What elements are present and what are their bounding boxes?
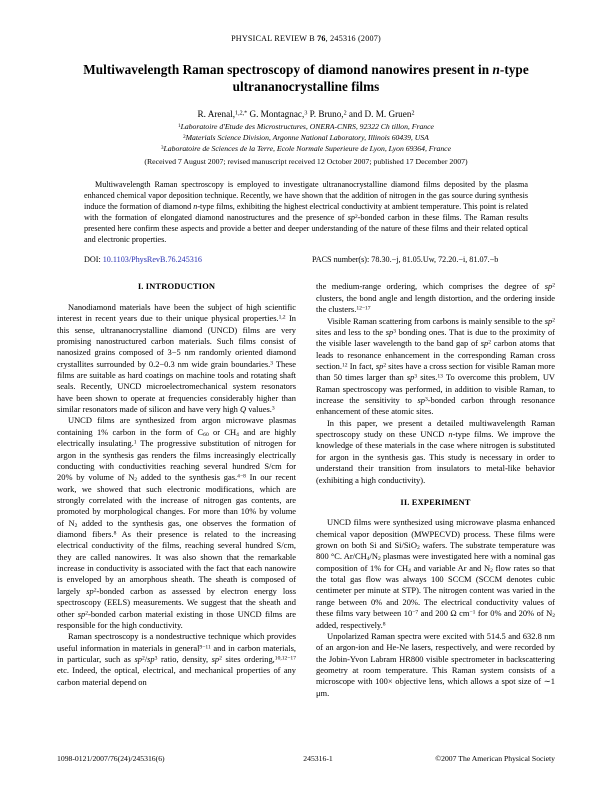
author-affil-marker-1: 1,2,* (235, 110, 248, 117)
text-run: -bonded carbon material existing in those UNCD films are responsible for the high conductivity. (57, 608, 297, 630)
doi-pacs-row (84, 255, 528, 264)
citation-ref[interactable]: 12 (342, 362, 348, 369)
journal-header (57, 34, 555, 43)
citation-ref[interactable]: 10,12−17 (274, 655, 296, 662)
title-line1-italic: n (492, 62, 500, 77)
subscript-run: 2 (134, 477, 138, 484)
text-run: In this paper, we present a detailed multiwavelength Raman spectroscopy study on these UNCD (316, 417, 555, 440)
text-run: As their presence is related to the increasing electrical conductivity of the films, reaching several hundred S/cm, they are called nanowires. It was also shown that the remarkable increase in conductivity is associated with the fact that each nanowire is enveloped by an amorphous sheath. The sheath is composed of largely (57, 529, 296, 596)
text-run: ratio, density, (157, 654, 212, 664)
text-run: added to the synthesis gas, one observes the formation of diamond fibers. (57, 517, 296, 540)
italic-run: sp (211, 654, 220, 664)
text-run: wafers. The substrate temperature was 800 °C. Ar/CH (316, 540, 556, 562)
abstract-part-c: -bonded carbon in these films. The Raman results presented here confirm these aspects and provide a better and deeper understanding of the nature of these films and their related optical and electronic properties. (84, 213, 528, 245)
citation-ref[interactable]: 3 (271, 405, 275, 412)
text-run: and 200 Ω cm (418, 608, 470, 619)
abstract-sup-2: 2 (355, 214, 358, 221)
superscript-run: −7 (412, 609, 419, 616)
text-run: / (144, 654, 148, 664)
text-run: and variable Ar and N (410, 562, 491, 573)
text-run: -bonded carbon as assessed by electron energy loss spectroscopy (EELS) measurements. We suggest that the sheath and other (57, 585, 296, 619)
citation-ref[interactable]: 8 (113, 530, 117, 537)
affiliation-marker-2: 2 (183, 133, 186, 140)
paragraph-intro-1 (57, 302, 296, 416)
superscript-run: 2 (552, 283, 555, 290)
text-run: values. (246, 404, 272, 415)
section-heading-experiment: II. EXPERIMENT (400, 496, 471, 507)
citation-ref[interactable]: 3 (270, 360, 274, 367)
text-run: etc. Indeed, the optical, electrical, and mechanical properties of any carbon material depend on (57, 665, 296, 687)
text-run: Nanodiamond materials have been the subject of high scientific interest in recent years due to their unique physical properties. (57, 301, 296, 324)
abstract-part-a: Multiwavelength Raman spectroscopy is employed to investigate ultrananocrystalline diamond films deposited by the plasma enhanced chemical vapor deposition technique. Recently, we have shown that the addition of nitrogen in the gas source during synthesis induce the formation of diamond (84, 180, 528, 212)
subscript-run: 4 (236, 432, 239, 439)
title-line1-pre: Multiwavelength Raman spectroscopy of diamond nanowires present in (83, 62, 493, 77)
text-run: carbon atoms that leads to resonance enhancement in the corresponding Raman cross section. (316, 338, 556, 371)
page-footer (57, 754, 555, 763)
text-run: These films are suitable as hard coatings on machine tools and rotating shaft seals. Recently, UNCD microelectromechanical system resonators have been shown to operate at frequencies considerably higher than similar resonators made of silicon and have very high (57, 358, 296, 415)
subscript-run: 2 (490, 567, 493, 574)
italic-run: sp (385, 326, 394, 337)
superscript-run: 3 (414, 373, 418, 380)
text-run: added to the synthesis gas. (137, 472, 238, 483)
italic-run: sp (375, 360, 384, 371)
superscript-run: 2 (383, 362, 387, 369)
citation-ref[interactable]: 4−8 (237, 473, 246, 480)
journal-name: PHYSICAL REVIEW B (231, 34, 315, 43)
superscript-run: 3 (154, 655, 158, 662)
text-run: the medium-range ordering, which comprises the degree of (316, 281, 545, 292)
citation-ref[interactable]: 13 (437, 373, 443, 380)
abstract-italic-n: n (193, 202, 198, 212)
text-run: and are highly electrically insulating. (57, 426, 297, 449)
text-run: and in carbon materials, in particular, such as (57, 642, 296, 664)
italic-run: sp (77, 608, 86, 619)
abstract-italic-sp: sp (347, 213, 355, 223)
italic-run: sp (86, 585, 94, 596)
abstract-part-b: -type films, exhibiting the highest electrical conductivity at ambient temperature. This point is related with the formation of elongated diamond nanostructures and the presence of (84, 202, 528, 223)
affiliation-text-1: Laboratoire d'Etude des Microstructures, ONERA-CNRS, 92322 Ch tillon, France (180, 121, 434, 131)
italic-run: sp (544, 281, 553, 292)
subscript-run: 2 (552, 613, 555, 620)
affiliation-1 (57, 122, 555, 133)
affiliation-marker-3: 3 (160, 144, 164, 151)
text-run: The progressive substitution of nitrogen for argon in the synthesis gas renders the films increasingly electrically conducting with conductivities reaching several hundred S/cm for 20% by volume of N (57, 438, 296, 483)
text-run: In fact, (347, 360, 376, 371)
text-run: or CH (208, 426, 237, 437)
italic-run: Q (240, 404, 247, 415)
affiliation-text-2: Materials Science Division, Argonne National Laboratory, Illinois 60439, USA (185, 132, 429, 142)
text-run: clusters, the bond angle and length distortion, and the ordering inside the clusters. (316, 292, 555, 315)
text-run: flow rates so that the total gas flow was always 100 SCCM (SCCM denotes cubic centimeter per minute at STP). The nitrogen content was varied in the range between 0% and 20%. The electrical conductivity values of these films vary between 10 (316, 562, 555, 619)
journal-article-number: 245316 (330, 34, 356, 43)
italic-run: sp (147, 654, 155, 664)
superscript-run: 2 (85, 610, 89, 617)
text-run: /N (369, 551, 378, 562)
superscript-run: 2 (552, 317, 555, 324)
page-title (63, 61, 549, 96)
received-dates: (Received 7 August 2007; revised manuscript received 12 October 2007; published 17 December 2007) (144, 157, 468, 167)
superscript-run: 2 (93, 587, 97, 594)
text-run: Raman spectroscopy is a nondestructive technique which provides useful information in materials in general (57, 631, 296, 653)
paragraph-experiment-2 (316, 631, 555, 699)
doi-link[interactable]: 10.1103/PhysRevB.76.245316 (102, 255, 202, 265)
affiliation-2 (57, 133, 555, 144)
subscript-run: 2 (74, 522, 78, 529)
text-run: sites ordering, (221, 654, 275, 664)
citation-ref[interactable]: 1 (133, 439, 137, 446)
title-line2: ultrananocrystalline films (232, 79, 380, 95)
text-run: -bonded carbon through resonance enhancement of these atomic sites. (316, 395, 555, 417)
subscript-run: 2 (377, 556, 381, 563)
italic-run: sp (406, 372, 415, 383)
superscript-run: 3 (393, 328, 397, 335)
text-run: for 0% and 20% of N (475, 608, 553, 619)
paragraph-right-1 (316, 281, 555, 315)
footer-page-number: 245316-1 (303, 754, 333, 763)
author-name-2: G. Montagnac, (247, 108, 305, 119)
citation-ref[interactable]: 1,2 (278, 314, 286, 321)
column-left (57, 281, 296, 751)
text-run: bonding ones. That is due to the proximity of the visible laser wavelength to the band gap of (316, 326, 555, 349)
paragraph-right-2 (316, 316, 555, 418)
pacs-value: 78.30.−j, 81.05.Uw, 72.20.−i, 81.07.−b (371, 255, 499, 265)
italic-run: sp (134, 654, 142, 664)
footer-issn-line: 1098-0121/2007/76(24)/245316(6) (57, 754, 165, 763)
subscript-run: 60 (203, 432, 209, 439)
section-heading-introduction: I. INTRODUCTION (137, 281, 216, 292)
text-run: UNCD films are synthesized from argon microwave plasmas containing 1% carbon in the form of C (57, 415, 296, 437)
superscript-run: 2 (219, 655, 222, 662)
journal-comma: , (325, 34, 331, 43)
superscript-run: 2 (488, 339, 492, 346)
italic-run: n (448, 429, 453, 440)
paragraph-experiment-1 (316, 517, 555, 631)
superscript-run: 3 (424, 396, 428, 403)
citation-ref[interactable]: 12−17 (356, 305, 371, 312)
paragraph-intro-3 (57, 631, 296, 688)
journal-volume: 76 (317, 34, 326, 43)
italic-run: sp (417, 395, 425, 406)
subscript-run: 4 (408, 567, 411, 574)
text-run: sites. (417, 372, 438, 383)
text-run: added, respectively. (316, 619, 383, 630)
author-affil-marker-3: 2 (343, 110, 347, 117)
paragraph-right-3 (316, 418, 555, 486)
text-run: Visible Raman scattering from carbons is mainly sensible to the (327, 315, 545, 326)
doi-label: DOI: (84, 255, 103, 265)
italic-run: sp (544, 315, 553, 326)
text-run: sites have a cross section for visible Raman more than 50 times larger than (316, 360, 555, 383)
citation-ref[interactable]: 9−11 (199, 644, 211, 651)
body-columns (57, 281, 555, 751)
affiliation-marker-1: 1 (178, 122, 181, 129)
text-run: -type films. We improve the knowledge of these materials in the case where nitrogen is substituted for argon in the synthesis gas. This study is necessary in order to understand their transition from insulators to metal-like behavior (exhibiting a high conductivity). (316, 429, 555, 485)
author-affil-marker-2: 3 (304, 110, 308, 117)
subscript-run: 2 (417, 545, 420, 552)
abstract (84, 179, 528, 245)
text-run: sites and less to the (316, 326, 386, 337)
superscript-run: 2 (141, 655, 145, 662)
text-run: In our recent work, we showed that such electronic modifications, which are strongly correlated with the increase of nitrogen gas contents, are promoted by morphological changes. For more than 10% by volume of N (57, 472, 296, 528)
author-name-1: R. Arenal, (197, 108, 236, 119)
pacs-label: PACS number(s): (312, 255, 372, 265)
author-name-4: and D. M. Gruen (346, 108, 412, 119)
text-run: In this sense, ultrananocrystalline diamond (UNCD) films are very promising nanostructured carbon materials. Such films consist of nanosized grains composed of 3−5 nm randomly oriented diamond crystallites surrounded by 0.2−0.3 nm wide grain boundaries. (57, 313, 296, 369)
text-run: Unpolarized Raman spectra were excited with 514.5 and 632.8 nm of an argon-ion and He-Ne lasers, respectively, and were recorded by the Jobin-Yvon Labram HR800 visible spectrometer in backscattering geometry at room temperature. This Raman system consists of a microscope with 100× objective lens, which allows a spot size of ∼1 μm. (316, 630, 555, 698)
author-name-3: P. Bruno, (307, 108, 344, 119)
column-right (316, 281, 555, 751)
pacs-block (312, 255, 528, 264)
author-list (57, 109, 555, 121)
author-affil-marker-4: 2 (411, 110, 415, 117)
italic-run: sp (480, 338, 489, 349)
affiliation-3 (57, 144, 555, 155)
citation-ref[interactable]: 8 (382, 621, 386, 628)
title-line1-post: -type (499, 62, 529, 77)
affiliation-text-3: Laboratoire de Sciences de la Terre, Ecole Normale Superieure de Lyon, Lyon 69364, France (163, 143, 452, 153)
text-run: UNCD films were synthesized using microwave plasma enhanced chemical vapor deposition (MWPECVD) process. These films were grown on both Si and Si/SiO (316, 517, 555, 551)
superscript-run: −1 (469, 609, 476, 616)
paragraph-intro-2 (57, 415, 296, 631)
footer-copyright: ©2007 The American Physical Society (435, 754, 555, 763)
subscript-run: 4 (366, 556, 370, 563)
doi-block (84, 255, 312, 264)
journal-year: (2007) (358, 34, 381, 43)
text-run: To overcome this problem, UV Raman spectroscopy was performed, in addition to visible Raman, to increase the sensitivity to (316, 372, 556, 406)
text-run: plasmas were investigated here with a nominal gas composition of 1% for CH (316, 551, 555, 573)
